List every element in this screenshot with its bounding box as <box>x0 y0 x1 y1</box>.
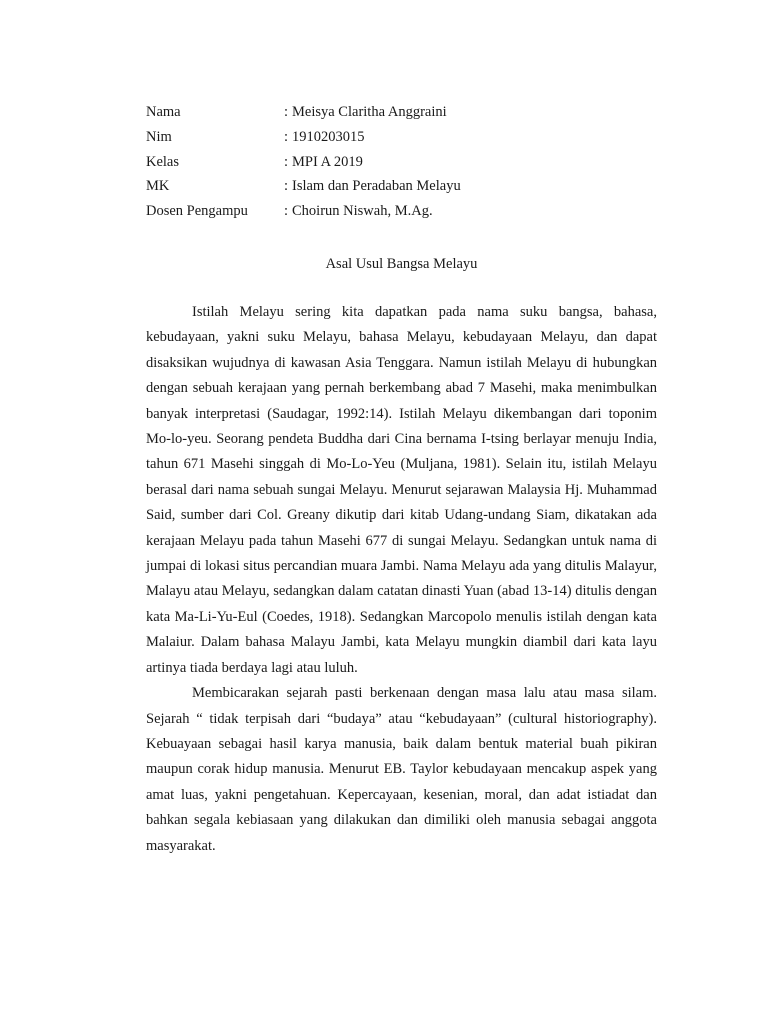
document-body <box>146 300 657 859</box>
info-separator: : <box>284 128 289 145</box>
document-title: Asal Usul Bangsa Melayu <box>325 256 478 272</box>
info-row-kelas <box>146 150 616 175</box>
info-value: Meisya Claritha Anggraini <box>292 104 447 120</box>
info-row-nim <box>146 125 616 150</box>
info-row-nama <box>146 100 616 125</box>
info-row-dosen-pengampu <box>146 199 616 224</box>
info-label: Nim <box>146 128 172 145</box>
info-value: 1910203015 <box>292 128 365 145</box>
info-separator: : <box>284 104 289 120</box>
info-value: Choirun Niswah, M.Ag. <box>292 203 433 220</box>
info-value: Islam dan Peradaban Melayu <box>292 178 461 195</box>
student-info-block <box>146 100 616 224</box>
info-value: MPI A 2019 <box>292 153 363 170</box>
info-row-mk <box>146 174 616 199</box>
info-label: Dosen Pengampu <box>146 203 248 220</box>
body-paragraph: Membicarakan sejarah pasti berkenaan dengan masa lalu atau masa silam. Sejarah “ tidak terpisah dari “budaya” atau “kebudayaan” (cultural historiography). Kebuayaan sebagai hasil karya manusia, baik dalam bentuk material buah pikiran maupun corak hidup manusia. Menurut EB. Taylor kebudayaan mencakup aspek yang amat luas, yakni pengetahuan. Kepercayaan, kesenian, moral, dan adat istiadat dan bahkan segala kebiasaan yang dilakukan dan dimiliki oleh manusia sebagai anggota masyarakat. <box>146 685 657 854</box>
info-label: Nama <box>146 104 181 120</box>
info-separator: : <box>284 178 289 195</box>
info-label: Kelas <box>146 153 180 170</box>
info-separator: : <box>284 203 289 220</box>
info-label: MK <box>146 178 170 195</box>
body-paragraph: Istilah Melayu sering kita dapatkan pada nama suku bangsa, bahasa, kebudayaan, yakni suku Melayu, bahasa Melayu, kebudayaan Melayu, dan dapat disaksikan wujudnya di kawasan Asia Tenggara. Namun istilah Melayu di hubungkan dengan sebuah kerajaan yang pernah berkembang abad 7 Masehi, maka menimbulkan banyak interpretasi (Saudagar, 1992:14). Istilah Melayu dikembangan dari toponim Mo-lo-yeu. Seorang pendeta Buddha dari Cina bernama I-tsing berlayar menuju India, tahun 671 Masehi singgah di Mo-Lo-Yeu (Muljana, 1981). Selain itu, istilah Melayu berasal dari nama sebuah sungai Melayu. Menurut sejarawan Malaysia Hj. Muhammad Said, sumber dari Col. Greany dikutip dari kitab Udang-undang Siam, dikatakan ada kerajaan Melayu pada tahun Masehi 677 di sungai Melayu. Sedangkan untuk nama di jumpai di lokasi situs percandian muara Jambi. Nama Melayu ada yang ditulis Malayur, Malayu atau Melayu, sedangkan dalam catatan dinasti Yuan (abad 13-14) ditulis dengan kata Ma-Li-Yu-Eul (Coedes, 1918). Sedangkan Marcopolo menulis istilah dengan kata Malaiur. Dalam bahasa Malayu Jambi, kata Melayu mungkin diambil dari kata layu artinya tiada berdaya lagi atau luluh. <box>146 304 657 676</box>
info-separator: : <box>284 153 289 170</box>
